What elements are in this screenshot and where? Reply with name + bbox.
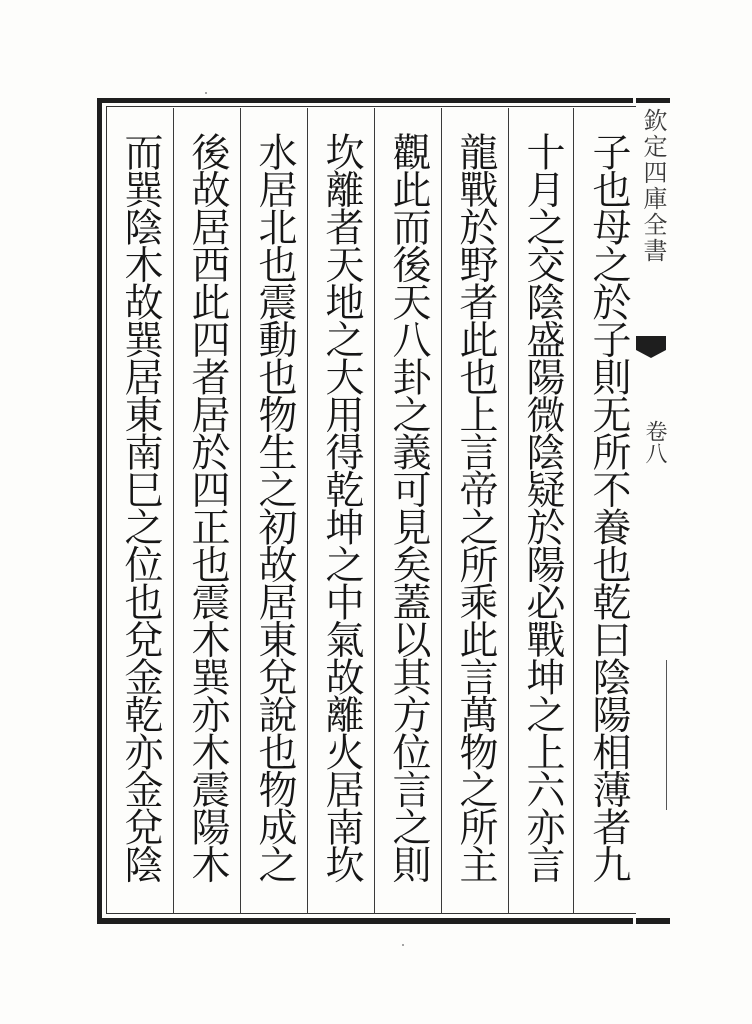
column-rule <box>441 108 442 914</box>
running-title: 欽定四庫全書 <box>639 108 667 264</box>
margin-line <box>666 660 667 810</box>
text-column-2: 十月之交陰盛陽微陰疑於陽必戰坤之上六亦言 <box>520 132 565 882</box>
text-column-5: 坎離者天地之大用得乾坤之中氣故離火居南坎 <box>319 132 364 882</box>
fish-tail-mark <box>636 336 666 350</box>
text-column-6: 水居北也震動也物生之初故居東兌說也物成之 <box>252 132 297 882</box>
juan-number: 卷八 <box>642 420 667 464</box>
text-column-7: 後故居西此四者居於四正也震木巽亦木震陽木 <box>185 132 230 882</box>
scan-speck <box>205 92 207 94</box>
text-column-3: 龍戰於野者此也上言帝之所乘此言萬物之所主 <box>453 132 498 882</box>
scan-speck <box>402 944 404 946</box>
column-rule <box>173 108 174 914</box>
text-column-1: 子也母之於子則无所不養也乾曰陰陽相薄者九 <box>586 132 631 882</box>
text-column-8: 而巽陰木故巽居東南巳之位也兌金乾亦金兌陰 <box>118 132 163 882</box>
column-rule <box>307 108 308 914</box>
column-rule <box>374 108 375 914</box>
text-column-4: 觀此而後天八卦之義可見矣蓋以其方位言之則 <box>386 132 431 882</box>
column-rule <box>240 108 241 914</box>
column-rule <box>508 108 509 914</box>
